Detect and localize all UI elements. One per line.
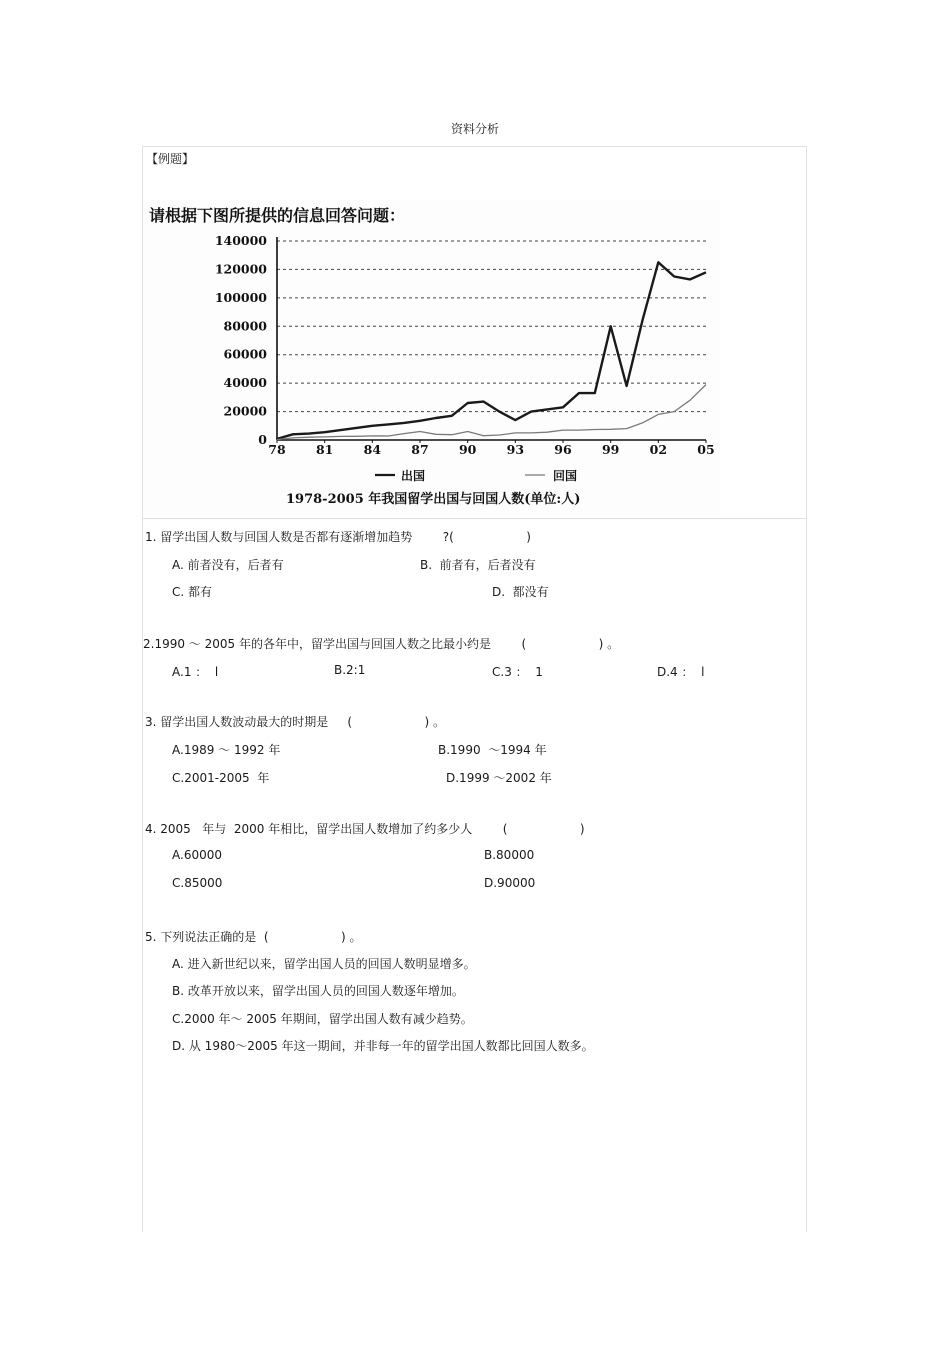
- question-2: 2.1990 ～ 2005 年的各年中，留学出国与回国人数之比最小约是 ( ) 。: [143, 637, 620, 651]
- q4-option-b[interactable]: B.80000: [484, 848, 535, 862]
- question-1: 1. 留学出国人数与回国人数是否都有逐渐增加趋势 ?( ): [145, 530, 531, 544]
- q2-option-a[interactable]: A.1 ： l: [172, 665, 219, 679]
- question-3: 3. 留学出国人数波动最大的时期是 ( ) 。: [145, 715, 445, 729]
- q2-option-c[interactable]: C.3 ： 1: [492, 665, 543, 679]
- frame-right-border: [806, 146, 807, 1232]
- x-tick-labels: [268, 442, 714, 457]
- y-tick-label: 140000: [214, 233, 267, 248]
- x-tick-label: 84: [363, 442, 382, 457]
- example-label: 【例题】: [146, 152, 195, 166]
- q3-option-c[interactable]: C.2001-2005 年: [172, 771, 270, 785]
- x-tick-label: 02: [649, 442, 668, 457]
- x-tick-label: 78: [268, 442, 286, 457]
- y-tick-label: 100000: [214, 289, 267, 305]
- x-tick-label: 87: [411, 442, 429, 457]
- chart-figure: [143, 200, 720, 515]
- q4-option-c[interactable]: C.85000: [172, 876, 223, 890]
- question-5: 5. 下列说法正确的是 ( ) 。: [145, 930, 362, 944]
- q5-option-b[interactable]: B. 改革开放以来，留学出国人员的回国人数逐年增加。: [172, 984, 464, 998]
- question-4: 4. 2005 年与 2000 年相比，留学出国人数增加了约多少人 ( ): [145, 822, 585, 836]
- y-tick-label: 120000: [214, 261, 267, 277]
- x-tick-label: 96: [554, 442, 572, 457]
- q3-option-d[interactable]: D.1999 ～2002 年: [446, 771, 552, 785]
- y-tick-label: 0: [258, 432, 267, 447]
- frame-separator: [142, 518, 806, 519]
- q5-option-c[interactable]: C.2000 年～ 2005 年期间，留学出国人数有减少趋势。: [172, 1012, 473, 1026]
- q1-option-d[interactable]: D. 都没有: [492, 585, 549, 599]
- q3-option-b[interactable]: B.1990 ～1994 年: [438, 743, 547, 757]
- line-chart: [143, 200, 720, 515]
- x-tick-label: 90: [458, 442, 477, 457]
- legend-label-outbound: 出国: [401, 469, 426, 483]
- series-line-return: [277, 385, 706, 440]
- x-tick-label: 93: [506, 442, 525, 457]
- y-tick-label: 80000: [223, 318, 267, 334]
- y-tick-label: 40000: [223, 375, 267, 391]
- x-tick-label: 81: [315, 442, 334, 457]
- q2-option-b[interactable]: B.2:1: [334, 663, 366, 677]
- y-tick-label: 60000: [223, 346, 267, 362]
- series-line-outbound: [277, 262, 706, 439]
- q2-option-d[interactable]: D.4 ： l: [657, 665, 705, 679]
- chart-caption: 1978-2005 年我国留学出国与回国人数(单位:人): [286, 492, 581, 507]
- q4-option-a[interactable]: A.60000: [172, 848, 222, 862]
- chart-prompt: 请根据下图所提供的信息回答问题：: [149, 206, 406, 225]
- q1-option-b[interactable]: B. 前者有，后者没有: [420, 558, 536, 572]
- q5-option-a[interactable]: A. 进入新世纪以来，留学出国人员的回国人数明显增多。: [172, 957, 476, 971]
- legend: [375, 468, 577, 483]
- x-tick-label: 99: [601, 442, 620, 457]
- series-lines: [277, 262, 706, 439]
- q1-option-a[interactable]: A. 前者没有，后者有: [172, 558, 284, 572]
- axes: [277, 237, 706, 443]
- q5-option-d[interactable]: D. 从 1980～2005 年这一期间，并非每一年的留学出国人数都比回国人数多。: [172, 1039, 594, 1053]
- q3-option-a[interactable]: A.1989 ～ 1992 年: [172, 743, 281, 757]
- frame-top-border: [142, 146, 806, 147]
- document-title: 资料分析: [450, 122, 499, 136]
- y-tick-labels: [215, 233, 267, 447]
- q4-option-d[interactable]: D.90000: [484, 876, 536, 890]
- x-tick-label: 05: [697, 442, 715, 457]
- legend-label-return: 回国: [553, 469, 578, 483]
- q1-option-c[interactable]: C. 都有: [172, 585, 213, 599]
- y-tick-label: 20000: [223, 403, 267, 419]
